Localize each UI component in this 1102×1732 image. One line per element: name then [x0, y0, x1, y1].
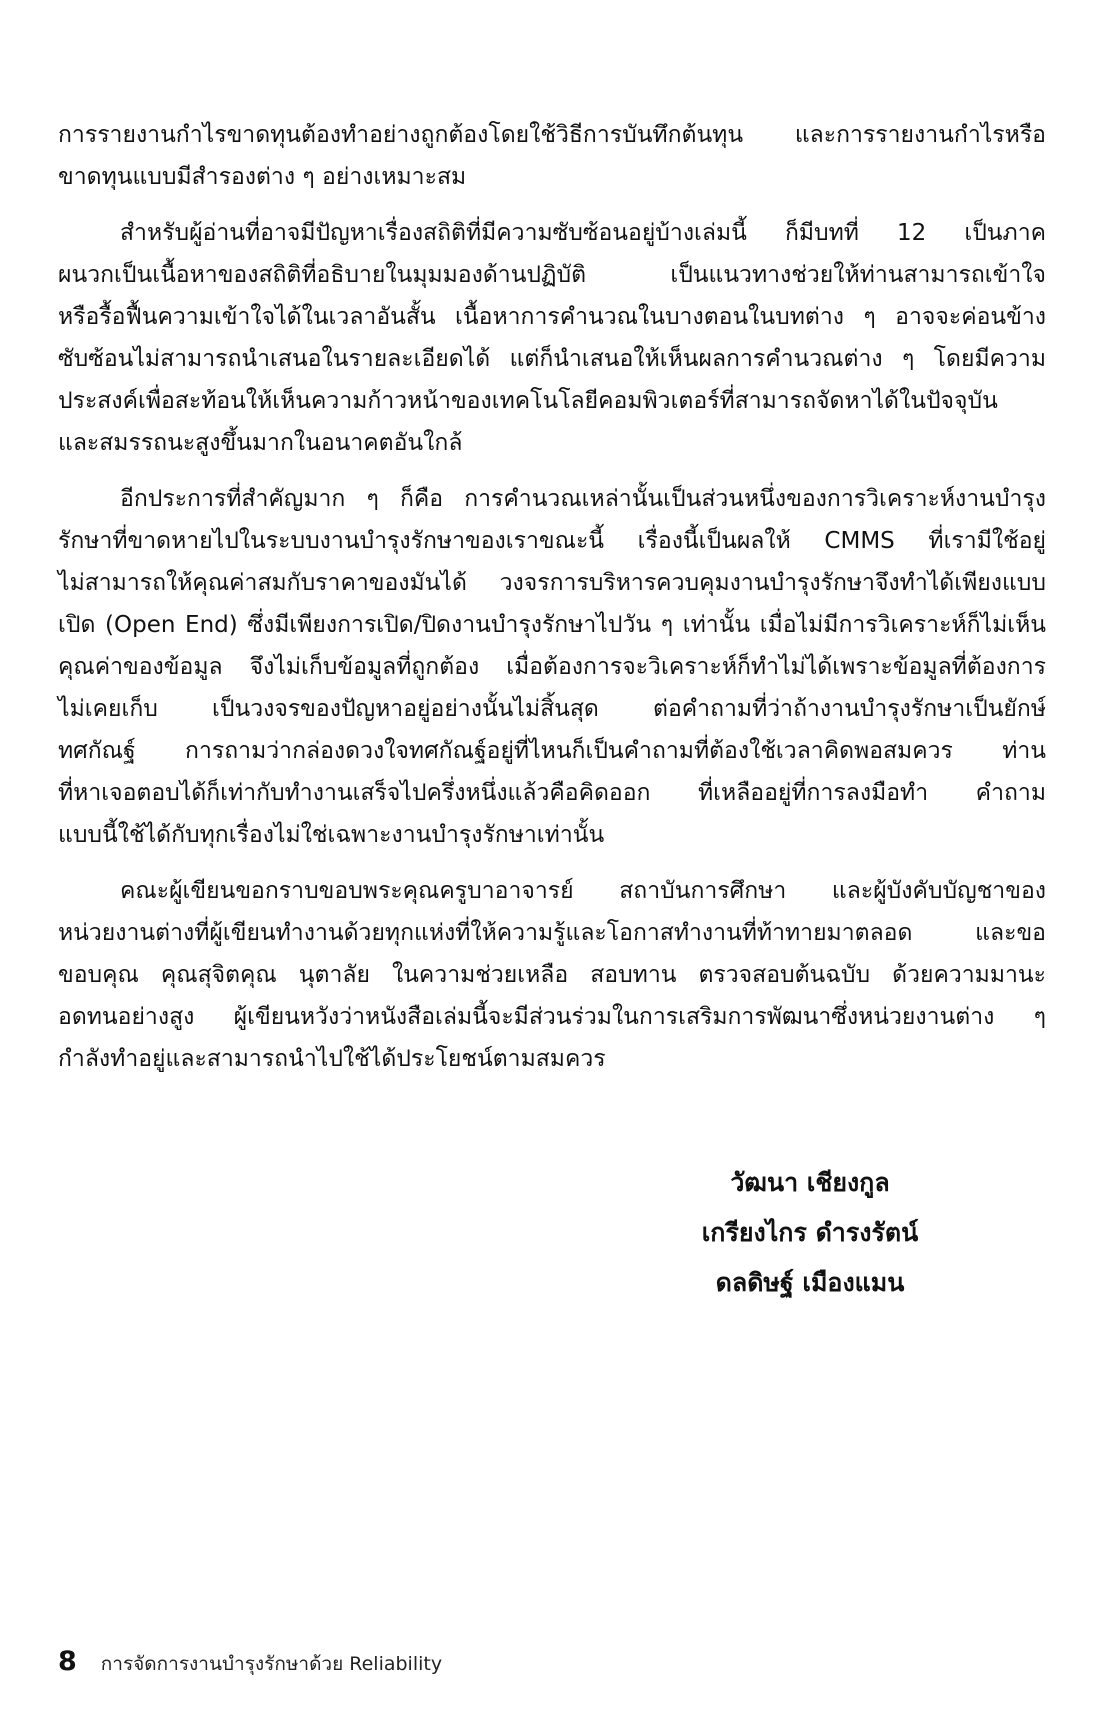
text-line: ประสงค์เพื่อสะท้อนให้เห็นความก้าวหน้าของเทคโนโลยีคอมพิวเตอร์ที่สามารถจัดหาได้ในปัจจุบัน — [58, 388, 998, 414]
text-line: ขอบคุณ คุณสุจิตคุณ นุตาลัย ในความช่วยเหลือ สอบทาน ตรวจสอบต้นฉบับ ด้วยความมานะ — [58, 962, 1046, 988]
text-line: ที่หาเจอตอบได้ก็เท่ากับทำงานเสร็จไปครึ่งหนึ่งแล้วคือคิดออก ที่เหลืออยู่ที่การลงมือทำ คำถาม — [58, 780, 1046, 806]
text-line: เปิด (Open End) ซึ่งมีเพียงการเปิด/ปิดงานบำรุงรักษาไปวัน ๆ เท่านั้น เมื่อไม่มีการวิเคราะห์ก็ไม่เห็น — [58, 612, 1046, 638]
text-line: คุณค่าของข้อมูล จึงไม่เก็บข้อมูลที่ถูกต้อง เมื่อต้องการจะวิเคราะห์ก็ทำไม่ได้เพราะข้อมูลที่ต้องการ — [58, 654, 1046, 680]
paragraph-1 — [58, 114, 1046, 198]
text-line: ผนวกเป็นเนื้อหาของสถิติที่อธิบายในมุมมองด้านปฏิบัติ เป็นแนวทางช่วยให้ท่านสามารถเข้าใจ — [58, 262, 1046, 288]
text-line: อีกประการที่สำคัญมาก ๆ ก็คือ การคำนวณเหล่านั้นเป็นส่วนหนึ่งของการวิเคราะห์งานบำรุง — [120, 486, 1046, 512]
text-line: ไม่สามารถให้คุณค่าสมกับราคาของมันได้ วงจรการบริหารควบคุมงานบำรุงรักษาจึงทำได้เพียงแบบ — [58, 570, 1046, 596]
page-number: 8 — [58, 1646, 77, 1677]
running-title: การจัดการงานบำรุงรักษาด้วย Reliability — [100, 1653, 443, 1675]
text-line: ไม่เคยเก็บ เป็นวงจรของปัญหาอยู่อย่างนั้นไม่สิ้นสุด ต่อคำถามที่ว่าถ้างานบำรุงรักษาเป็นยักษ์ — [58, 696, 1046, 722]
paragraph-4 — [58, 870, 1046, 1080]
text-line: ทศกัณฐ์ การถามว่ากล่องดวงใจทศกัณฐ์อยู่ที่ไหนก็เป็นคำถามที่ต้องใช้เวลาคิดพอสมควร ท่าน — [58, 738, 1046, 764]
text-line: คณะผู้เขียนขอกราบขอบพระคุณครูบาอาจารย์ สถาบันการศึกษา และผู้บังคับบัญชาของ — [120, 878, 1046, 904]
author-name: ดลดิษฐ์ เมืองแมน — [715, 1268, 905, 1297]
text-line: ขาดทุนแบบมีสำรองต่าง ๆ อย่างเหมาะสม — [58, 164, 467, 190]
text-line: แบบนี้ใช้ได้กับทุกเรื่องไม่ใช่เฉพาะงานบำรุงรักษาเท่านั้น — [58, 822, 605, 848]
text-line: รักษาที่ขาดหายไปในระบบงานบำรุงรักษาของเราขณะนี้ เรื่องนี้เป็นผลให้ CMMS ที่เรามีใช้อยู่ — [58, 528, 1046, 554]
page-footer — [58, 1646, 442, 1679]
author-signatures — [660, 1158, 960, 1308]
body-text — [58, 114, 1046, 1080]
text-line: หน่วยงานต่างที่ผู้เขียนทำงานด้วยทุกแห่งที่ให้ความรู้และโอกาสทำงานที่ท้าทายมาตลอด และขอ — [58, 920, 1046, 946]
text-line: สำหรับผู้อ่านที่อาจมีปัญหาเรื่องสถิติที่มีความซับซ้อนอยู่บ้างเล่มนี้ ก็มีบทที่ 12 เป็นภาค — [120, 220, 1046, 246]
text-line: ซับซ้อนไม่สามารถนำเสนอในรายละเอียดได้ แต่ก็นำเสนอให้เห็นผลการคำนวณต่าง ๆ โดยมีความ — [58, 346, 1046, 372]
text-line: การรายงานกำไรขาดทุนต้องทำอย่างถูกต้องโดยใช้วิธีการบันทึกต้นทุน และการรายงานกำไรหรือ — [58, 122, 1046, 148]
author-name: เกรียงไกร ดำรงรัตน์ — [701, 1218, 919, 1247]
paragraph-2 — [58, 212, 1046, 464]
text-line: กำลังทำอยู่และสามารถนำไปใช้ได้ประโยชน์ตามสมควร — [58, 1046, 606, 1072]
text-line: หรือรื้อฟื้นความเข้าใจได้ในเวลาอันสั้น เนื้อหาการคำนวณในบางตอนในบทต่าง ๆ อาจจะค่อนข้าง — [58, 304, 1046, 330]
paragraph-3 — [58, 478, 1046, 856]
text-line: และสมรรถนะสูงขึ้นมากในอนาคตอันใกล้ — [58, 430, 463, 456]
author-name: วัฒนา เชียงกูล — [730, 1168, 890, 1197]
text-line: อดทนอย่างสูง ผู้เขียนหวังว่าหนังสือเล่มนี้จะมีส่วนร่วมในการเสริมการพัฒนาซึ่งหน่วยงานต่าง ๆ — [58, 1004, 1046, 1030]
